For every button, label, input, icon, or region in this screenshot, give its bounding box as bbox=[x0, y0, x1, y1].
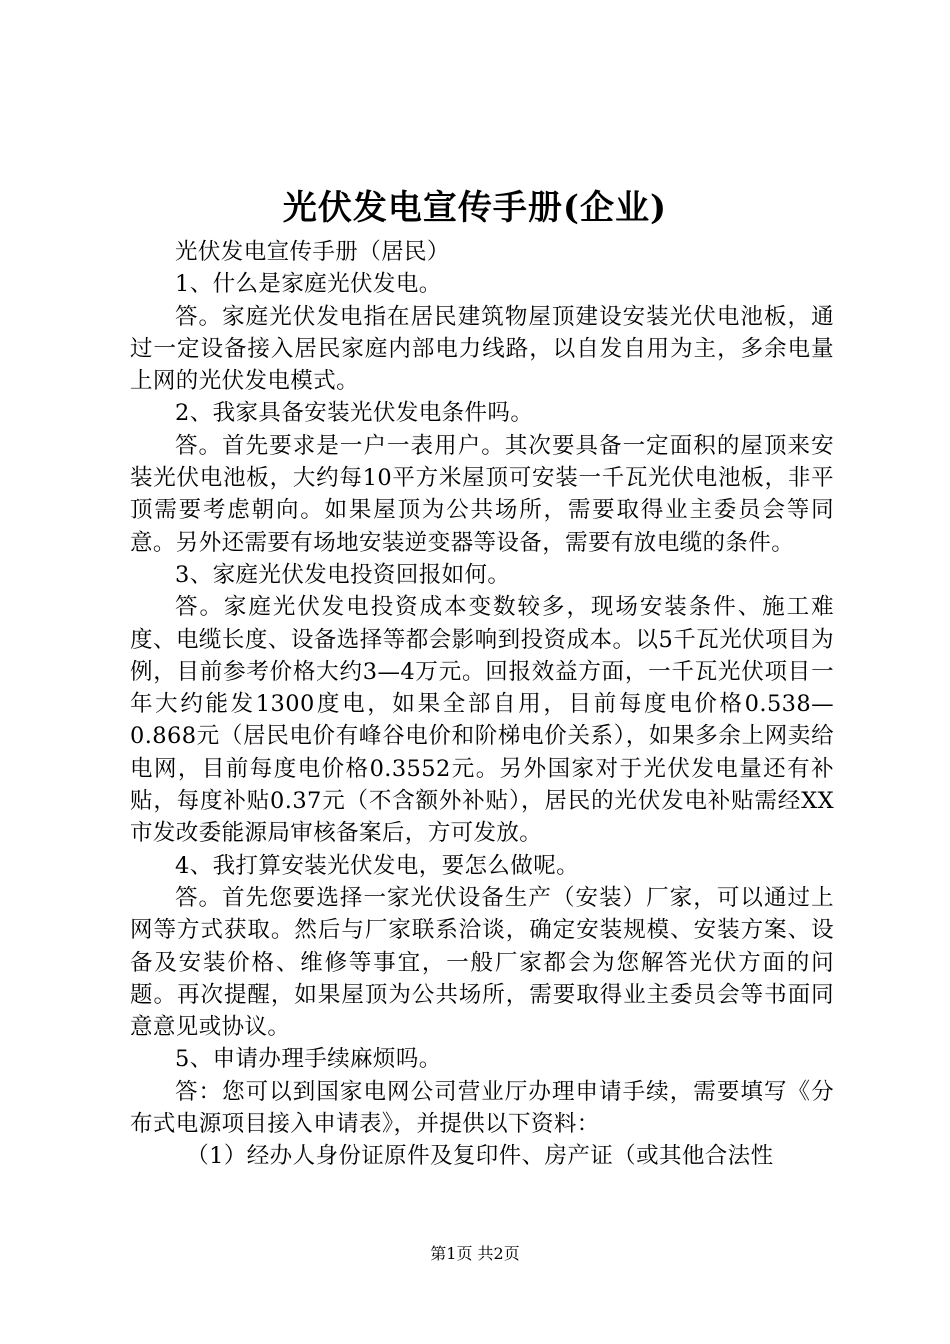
answer-4: 答。首先您要选择一家光伏设备生产（安装）厂家，可以通过上网等方式获取。然后与厂家联系洽谈，确定安装规模、安装方案、设备及安装价格、维修等事宜，一般厂家都会为您解答光伏方面的问题。再次提醒，如果屋顶为公共场所，需要取得业主委员会等书面同意意见或协议。 bbox=[130, 884, 834, 1041]
list-item-1: （1）经办人身份证原件及复印件、房产证（或其他合法性 bbox=[186, 1143, 774, 1170]
question-5: 5、申请办理手续麻烦吗。 bbox=[175, 1046, 442, 1073]
answer-1: 答。家庭光伏发电指在居民建筑物屋顶建设安装光伏电池板，通过一定设备接入居民家庭内部电力线路，以自发自用为主，多余电量上网的光伏发电模式。 bbox=[130, 303, 834, 395]
paragraph-subtitle: 光伏发电宣传手册（居民） bbox=[175, 239, 450, 265]
question-1: 1、什么是家庭光伏发电。 bbox=[175, 271, 442, 298]
question-3: 3、家庭光伏发电投资回报如何。 bbox=[175, 561, 511, 588]
answer-2: 答。首先要求是一户一表用户。其次要具备一定面积的屋顶来安装光伏电池板，大约每10平方米屋顶可安装一千瓦光伏电池板，非平顶需要考虑朝向。如果屋顶为公共场所，需要取得业主委员会等同意。另外还需要有场地安装逆变器等设备，需要有放电缆的条件。 bbox=[130, 432, 834, 556]
document-title: 光伏发电宣传手册(企业) bbox=[282, 188, 668, 228]
answer-3: 答。家庭光伏发电投资成本变数较多，现场安装条件、施工难度、电缆长度、设备选择等都会影响到投资成本。以5千瓦光伏项目为例，目前参考价格大约3—4万元。回报效益方面，一千瓦光伏项目一年大约能发1300度电，如果全部自用，目前每度电价格0.538—0.868元（居民电价有峰谷电价和阶梯电价关系），如果多余上网卖给电网，目前每度电价格0.3552元。另外国家对于光伏发电量还有补贴，每度补贴0.37元（不含额外补贴），居民的光伏发电补贴需经XX市发改委能源局审核备案后，方可发放。 bbox=[130, 594, 834, 847]
page-footer: 第1页 共2页 bbox=[430, 1244, 520, 1263]
question-4: 4、我打算安装光伏发电，要怎么做呢。 bbox=[175, 852, 580, 879]
question-2: 2、我家具备安装光伏发电条件吗。 bbox=[175, 400, 534, 427]
answer-5: 答：您可以到国家电网公司营业厅办理申请手续，需要填写《分布式电源项目接入申请表》，并提供以下资料： bbox=[130, 1078, 834, 1138]
document-body bbox=[130, 236, 834, 1173]
